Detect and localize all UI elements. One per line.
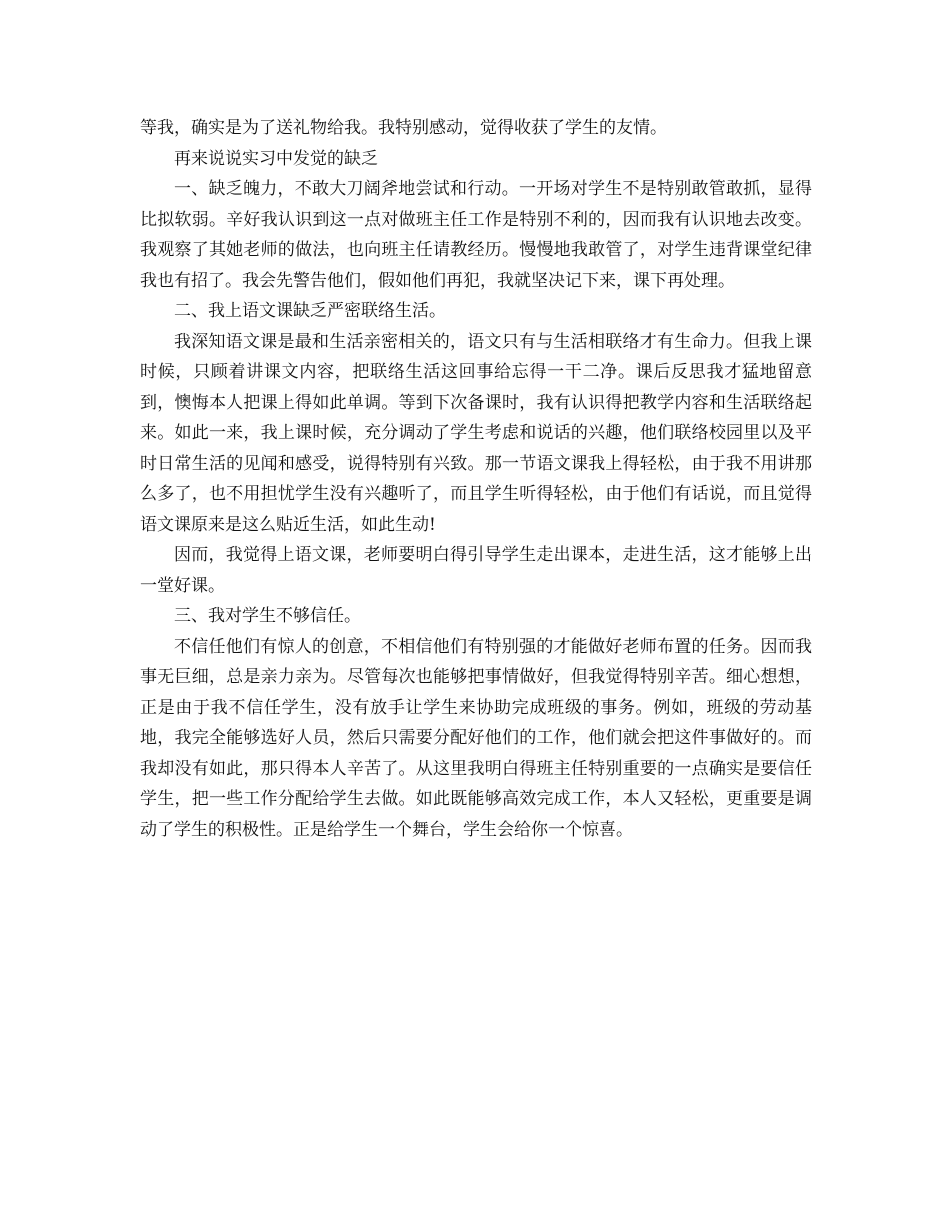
paragraph-6: 因而，我觉得上语文课，老师要明白得引导学生走出课本，走进生活，这才能够上出一堂好课。 [140, 545, 812, 596]
paragraph-8: 不信任他们有惊人的创意，不相信他们有特别强的才能做好老师布置的任务。因而我事无巨细，总是亲力亲为。尽管每次也能够把事情做好，但我觉得特别辛苦。细心想想，正是由于我不信任学生，没有放手让学生来协助完成班级的事务。例如，班级的劳动基地，我完全能够选好人员，然后只需要分配好他们的工作，他们就会把这件事做好的。而我却没有如此，那只得本人辛苦了。从这里我明白得班主任特别重要的一点确实是要信任学生，把一些工作分配给学生去做。如此既能够高效完成工作，本人又轻松，更重要是调动了学生的积极性。正是给学生一个舞台，学生会给你一个惊喜。 [140, 636, 812, 840]
paragraph-5: 我深知语文课是最和生活亲密相关的，语文只有与生活相联络才有生命力。但我上课时候，只顾着讲课文内容，把联络生活这回事给忘得一干二净。课后反思我才猛地留意到，懊悔本人把课上得如此单调。等到下次备课时，我有认识得把教学内容和生活联络起来。如此一来，我上课时候，充分调动了学生考虑和说话的兴趣，他们联络校园里以及平时日常生活的见闻和感受，说得特别有兴致。那一节语文课我上得轻松，由于我不用讲那么多了，也不用担忧学生没有兴趣听了，而且学生听得轻松，由于他们有话说，而且觉得语文课原来是这么贴近生活，如此生动! [140, 331, 812, 535]
paragraph-3: 一、缺乏魄力，不敢大刀阔斧地尝试和行动。一开场对学生不是特别敢管敢抓，显得比拟软弱。辛好我认识到这一点对做班主任工作是特别不利的，因而我有认识地去改变。我观察了其她老师的做法，也向班主任请教经历。慢慢地我敢管了，对学生违背课堂纪律我也有招了。我会先警告他们，假如他们再犯，我就坚决记下来，课下再处理。 [140, 179, 812, 291]
paragraph-2: 再来说说实习中发觉的缺乏 [174, 148, 378, 169]
paragraph-4: 二、我上语文课缺乏严密联络生活。 [174, 301, 446, 321]
paragraph-1: 等我，确实是为了送礼物给我。我特别感动，觉得收获了学生的友情。 [140, 118, 667, 138]
paragraph-7: 三、我对学生不够信任。 [174, 606, 361, 626]
document-body [140, 113, 812, 845]
